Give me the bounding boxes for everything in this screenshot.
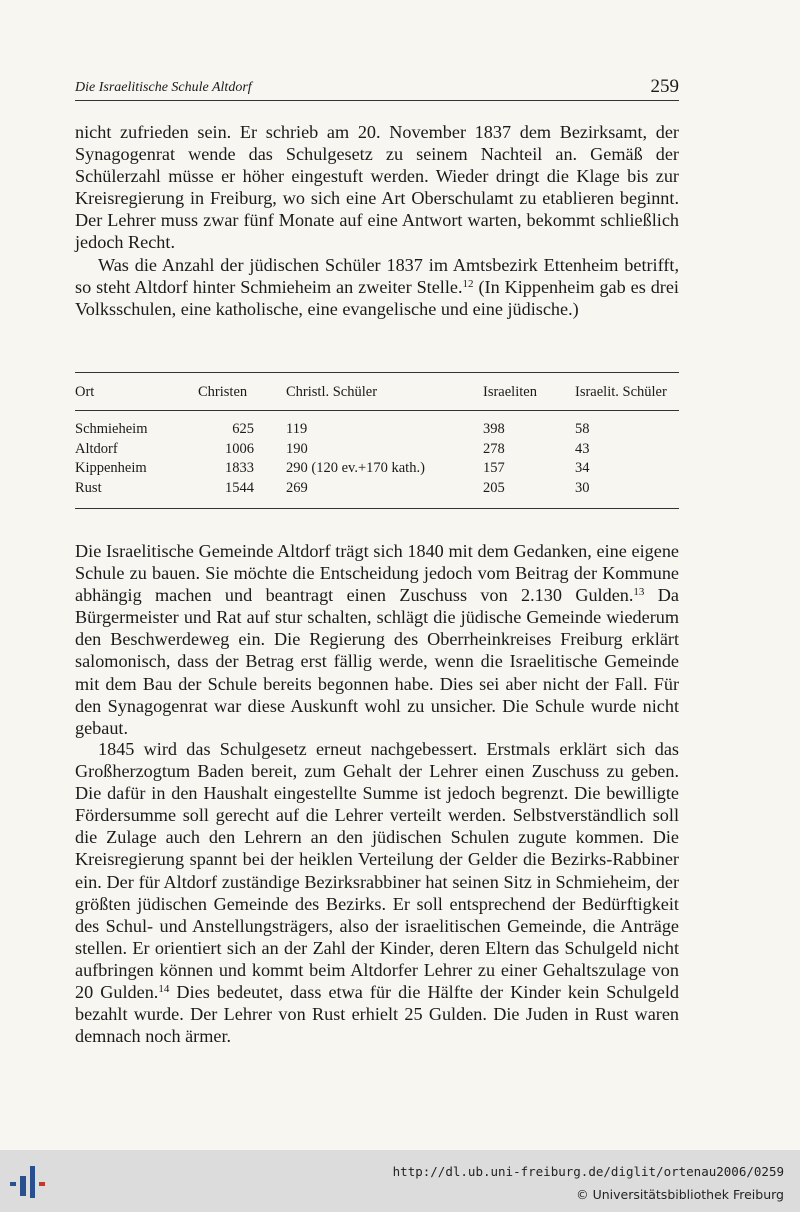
table-body xyxy=(75,382,667,402)
col-header-israeliten: Israeliten xyxy=(483,383,537,400)
cell-christen: 1006 xyxy=(225,440,254,457)
running-title: Die Israelitische Schule Altdorf xyxy=(75,80,252,95)
cell-ort: Kippenheim xyxy=(75,460,147,476)
table-header-row xyxy=(75,382,667,402)
cell-israeliten: 205 xyxy=(483,479,505,496)
cell-christen: 1833 xyxy=(225,460,254,476)
cell-christen: 1544 xyxy=(225,479,254,496)
table-header-rule xyxy=(75,410,679,411)
library-logo-icon xyxy=(8,1162,50,1202)
cell-ort: Rust xyxy=(75,479,102,496)
table-row xyxy=(75,420,590,440)
table-top-rule xyxy=(75,372,679,373)
cell-christl-schueler: 119 xyxy=(286,421,308,437)
cell-israelit-schueler: 58 xyxy=(575,421,590,437)
table-row xyxy=(75,459,590,479)
footnote-ref-12[interactable]: 12 xyxy=(462,278,474,291)
col-header-ort: Ort xyxy=(75,383,95,400)
paragraph-3-text-a: Die Israelitische Gemeinde Altdorf trägt sich 1840 mit dem Gedanken, eine eigene Schule zu bauen. Sie möchte die Entscheidung jedoch vom Beitrag der Kommune abhängig machen und beantragt einen Zuschuss von 2.130 Gulden. xyxy=(75,541,679,606)
cell-christl-schueler: 190 xyxy=(286,440,308,457)
paragraph-1-text: nicht zufrieden sein. Er schrieb am 20. November 1837 dem Bezirksamt, der Synagogenrat wende das Schulgesetz zu seinem Nachteil an. Gemäß der Schülerzahl müsse er höher eingestuft werden. Wieder dringt die Klage bis zur Kreisregierung in Freiburg, wo sich eine Art Oberschulamt zu etablieren beginnt. Der Lehrer muss zwar fünf Monate auf eine Antwort warten, bekommt schließlich jedoch Recht. xyxy=(75,122,679,253)
table-row xyxy=(75,479,590,499)
cell-israeliten: 278 xyxy=(483,440,505,457)
copyright-notice: © Universitätsbibliothek Freiburg xyxy=(576,1187,784,1202)
col-header-christen: Christen xyxy=(198,383,248,400)
page-number: 259 xyxy=(650,76,679,97)
footnote-ref-13[interactable]: 13 xyxy=(633,586,645,599)
cell-ort: Schmieheim xyxy=(75,421,148,437)
cell-israeliten: 398 xyxy=(483,421,505,437)
paragraph-3-text-b: Da Bürgermeister und Rat auf stur schalten, schlägt die jüdische Gemeinde wiederum den Beschwerdeweg ein. Die Regierung des Oberrheinkreises Freiburg erklärt salomonisch, dass der Betrag erst fällig werde, wenn die Israelitische Gemeinde mit dem Bau der Schule bereits begonnen habe. Dies sei aber nicht der Fall. Für den Synagogenrat war diese Auskunft wohl zu unsicher. Die Schule wurde nicht gebaut. xyxy=(75,585,679,738)
cell-christen: 625 xyxy=(232,421,254,437)
cell-israelit-schueler: 34 xyxy=(575,460,590,476)
paragraph-2 xyxy=(75,254,679,320)
footnote-ref-14[interactable]: 14 xyxy=(158,983,170,996)
paragraph-4-text-b: Dies bedeutet, dass etwa für die Hälfte der Kinder kein Schulgeld bezahlt wurde. Der Lehrer von Rust erhielt 25 Gulden. Die Juden in Rust waren demnach noch ärmer. xyxy=(75,982,679,1047)
cell-israelit-schueler: 30 xyxy=(575,479,590,496)
paragraph-3 xyxy=(75,540,679,739)
paragraph-1 xyxy=(75,121,679,254)
col-header-israelit-schueler: Israelit. Schüler xyxy=(575,383,667,400)
permalink-url[interactable]: http://dl.ub.uni-freiburg.de/diglit/ortenau2006/0259 xyxy=(392,1164,784,1179)
cell-christl-schueler: 269 xyxy=(286,479,308,496)
paragraph-2-text-a: Was die Anzahl der jüdischen Schüler 1837 im Amtsbezirk Ettenheim betrifft, so steht Altdorf hinter Schmieheim an zweiter Stelle. xyxy=(75,255,679,298)
cell-christl-schueler: 290 (120 ev.+170 kath.) xyxy=(286,460,425,476)
table-row xyxy=(75,440,590,460)
paragraph-4 xyxy=(75,738,679,1047)
viewer-footer xyxy=(0,1150,800,1212)
table-data xyxy=(75,420,590,498)
cell-israeliten: 157 xyxy=(483,460,505,476)
cell-ort: Altdorf xyxy=(75,440,118,457)
paragraph-4-text-a: 1845 wird das Schulgesetz erneut nachgebessert. Erstmals erklärt sich das Großherzogtum Baden bereit, zum Gehalt der Lehrer einen Zuschuss zu geben. Die dafür in den Haushalt eingestellte Summe ist jedoch begrenzt. Die bewilligte Fördersumme soll gerecht auf die Lehrer verteilt werden. Selbstverständlich soll die Zulage auch den Lehrern an den jüdischen Schulen zugute kommen. Die Kreisregierung spannt bei der heiklen Verteilung der Gelder die Bezirks-Rabbiner ein. Der für Altdorf zuständige Bezirksrabbiner hat seinen Sitz in Schmieheim, der größten jüdischen Gemeinde des Bezirks. Er soll entsprechend der Bedürftigkeit des Schul- und Anstellungsträgers, also der israelitischen Gemeinde, die Anträge stellen. Er orientiert sich an der Zahl der Kinder, deren Eltern das Schulgeld nicht aufbringen können und kommt beim Altdorfer Lehrer zu einer Gehaltszulage von 20 Gulden. xyxy=(75,739,679,1003)
cell-israelit-schueler: 43 xyxy=(575,440,590,457)
running-header xyxy=(75,76,679,101)
table-bottom-rule xyxy=(75,508,679,509)
paragraph-2-text-b: (In Kippenheim gab es drei Volksschulen, eine katholische, eine evangelische und eine jüdische.) xyxy=(75,277,679,320)
col-header-christl-schueler: Christl. Schüler xyxy=(286,383,378,400)
